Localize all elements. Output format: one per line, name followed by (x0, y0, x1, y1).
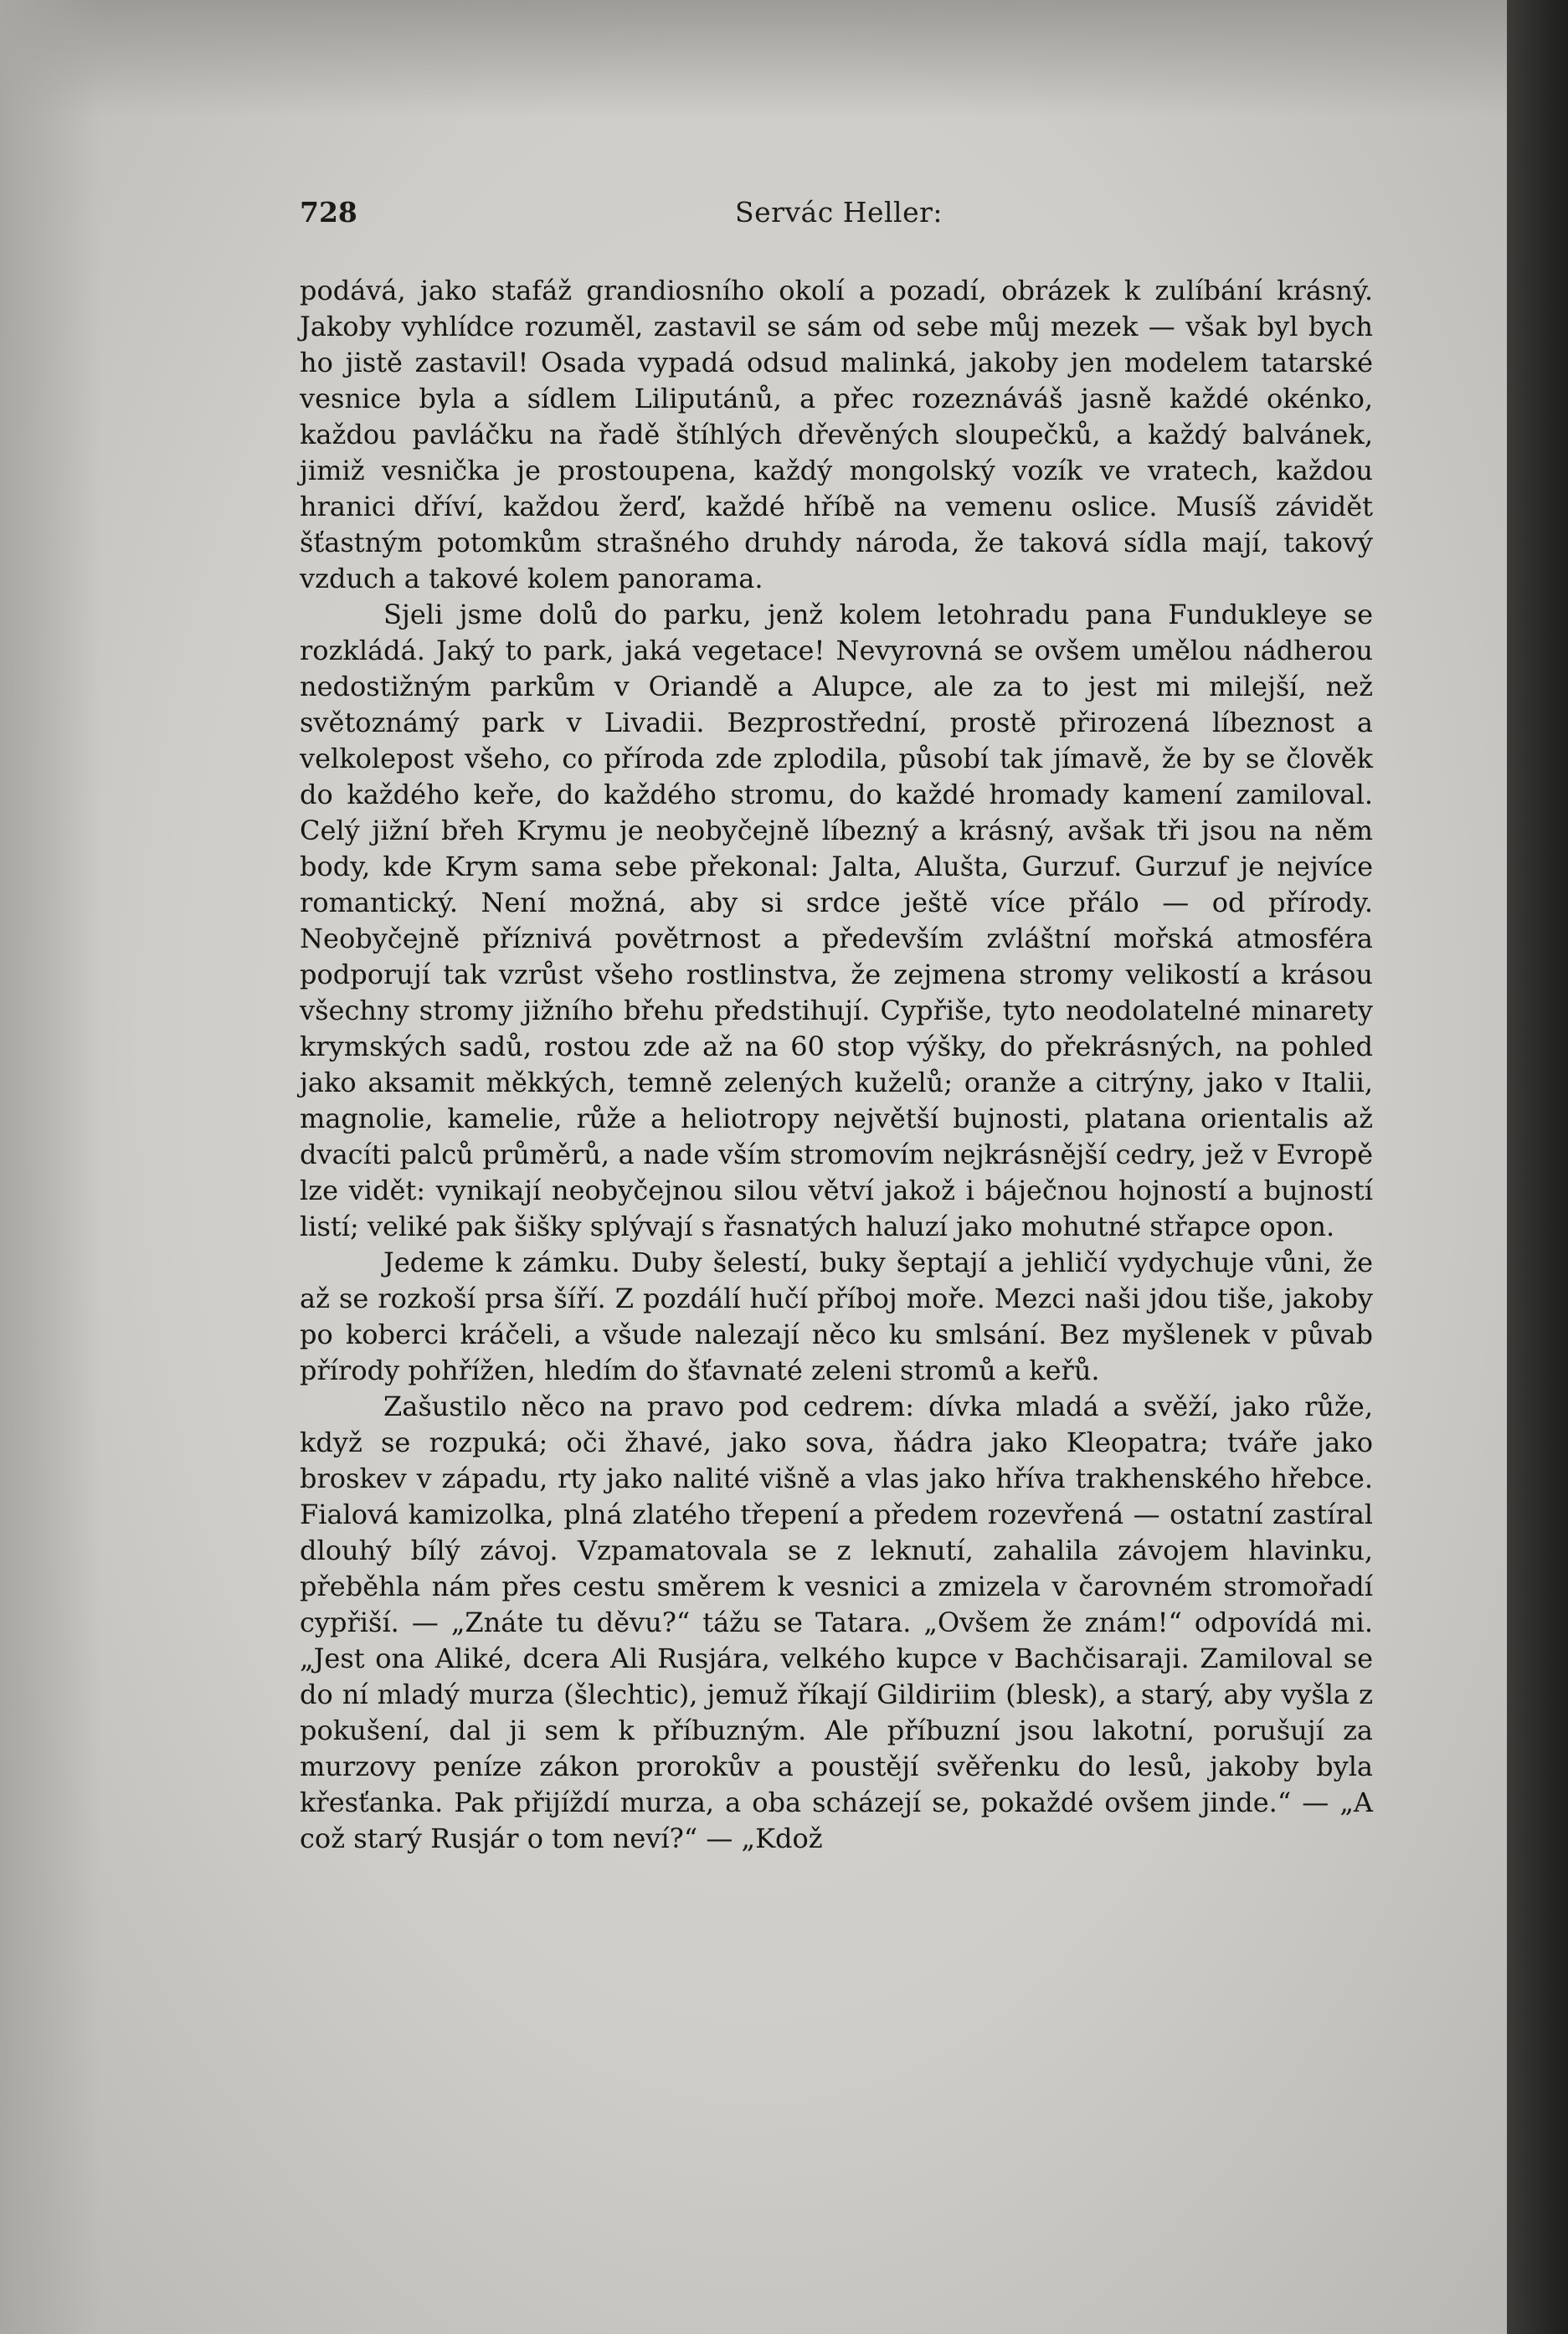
running-head: Servác Heller: (735, 196, 943, 229)
book-edge (1507, 0, 1568, 2334)
page-header (300, 189, 1373, 239)
paragraph: podává, jako stafáž grandiosního okolí a pozadí, obrázek k zulíbání krásný. Jakoby vyhlídce rozuměl, zastavil se sám od sebe můj mezek — však byl bych ho jistě zastavil! Osada vypadá odsud malinká, jakoby jen modelem tatarské vesnice byla a sídlem Liliputánů, a přec rozeznáváš jasně každé okénko, každou pavláčku na řadě štíhlých dřevěných sloupečků, a každý balvánek, jimiž vesnička je prostoupena, každý mongolský vozík ve vratech, každou hranici dříví, každou žerď, každé hříbě na vemenu oslice. Musíš závidět šťastným potomkům strašného druhdy národa, že taková sídla mají, takový vzduch a takové kolem panorama. (300, 275, 1373, 594)
body-text (300, 273, 1373, 1857)
page-number: 728 (300, 196, 357, 229)
paragraph: Sjeli jsme dolů do parku, jenž kolem letohradu pana Fundukleye se rozkládá. Jaký to park, jaká vegetace! Nevyrovná se ovšem umělou nádherou nedostižným parkům v Oriandě a Alupce, ale za to jest mi milejší, než světoznámý park v Livadii. Bezprostřední, prostě přirozená líbeznost a velkolepost všeho, co příroda zde zplodila, působí tak jímavě, že by se člověk do každého keře, do každého stromu, do každé hromady kamení zamiloval. Celý jižní břeh Krymu je neobyčejně líbezný a krásný, avšak tři jsou na něm body, kde Krym sama sebe překonal: Jalta, Alušta, Gurzuf. Gurzuf je nejvíce romantický. Není možná, aby si srdce ještě více přálo — od přírody. Neobyčejně příznivá povětrnost a především zvláštní mořská atmosféra podporují tak vzrůst všeho rostlinstva, že zejmena stromy velikostí a krásou všechny stromy jižního břehu předstihují. Cypřiše, tyto neodolatelné minarety krymských sadů, rostou zde až na 60 stop výšky, do překrásných, na pohled jako aksamit měkkých, temně zelených kuželů; oranže a citrýny, jako v Italii, magnolie, kamelie, růže a heliotropy největší bujnosti, platana orientalis až dvacíti palců průměrů, a nade vším stromovím nejkrásnější cedry, jež v Evropě lze vidět: vynikají neobyčejnou silou větví jakož i báječnou hojností a bujností listí; veliké pak šišky splývají s řasnatých haluzí jako mohutné střapce opon. (300, 599, 1373, 1242)
paragraph: Zašustilo něco na pravo pod cedrem: dívka mladá a svěží, jako růže, když se rozpuká; oči žhavé, jako sova, ňádra jako Kleopatra; tváře jako broskev v západu, rty jako nalité višně a vlas jako hříva trakhenského hřebce. Fialová kamizolka, plná zlatého třepení a předem rozevřená — ostatní zastíral dlouhý bílý závoj. Vzpamatovala se z leknutí, zahalila závojem hlavinku, přeběhla nám přes cestu směrem k vesnici a zmizela v čarovném stromořadí cypřiší. — „Znáte tu děvu?“ tážu se Tatara. „Ovšem že znám!“ odpovídá mi. „Jest ona Aliké, dcera Ali Rusjára, velkého kupce v Bachčisaraji. Zamiloval se do ní mladý murza (šlechtic), jemuž říkají Gildiriim (blesk), a starý, aby vyšla z pokušení, dal ji sem k příbuzným. Ale příbuzní jsou lakotní, porušují za murzovy peníze zákon prorokův a poustějí svěřenku do lesů, jakoby byla křesťanka. Pak přijíždí murza, a oba scházejí se, pokaždé ovšem jinde.“ — „A což starý Rusjár o tom neví?“ — „Kdož (300, 1391, 1373, 1854)
paragraph: Jedeme k zámku. Duby šelestí, buky šeptají a jehličí vydychuje vůni, že až se rozkoší prsa šíří. Z pozdálí hučí příboj moře. Mezci naši jdou tiše, jakoby po koberci kráčeli, a všude nalezají něco ku smlsání. Bez myšlenek v půvab přírody pohřížen, hledím do šťavnaté zeleni stromů a keřů. (300, 1247, 1373, 1386)
